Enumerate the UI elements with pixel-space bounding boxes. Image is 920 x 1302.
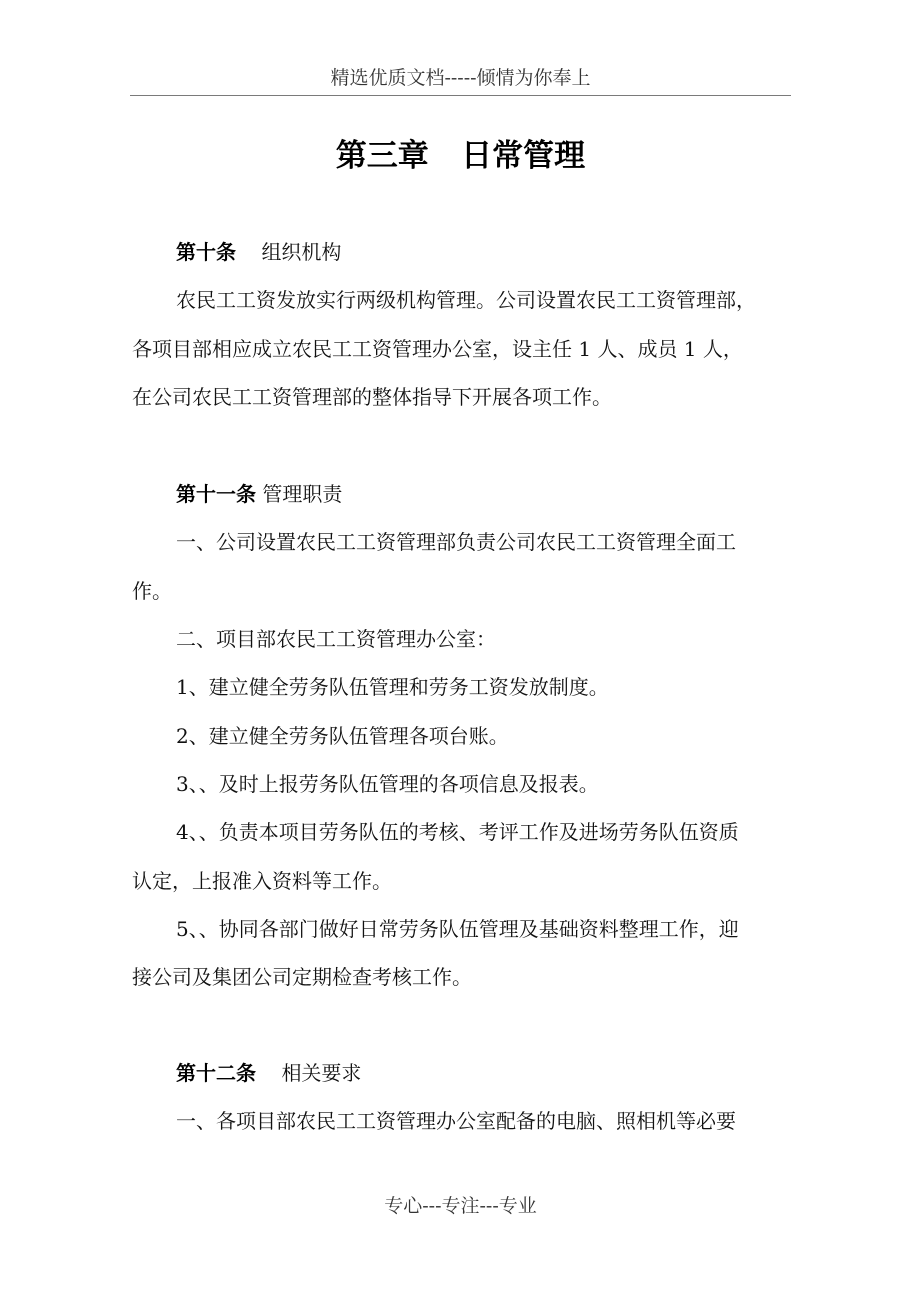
chapter-title: 第三章 日常管理 (335, 138, 586, 174)
article-11-line-2: 作。 (132, 579, 172, 603)
article-11-heading (176, 481, 792, 507)
article-10-number: 第十条 (176, 240, 236, 264)
article-11-number: 第十一条 (176, 482, 256, 506)
article-11-line-1: 一、公司设置农民工工资管理部负责公司农民工工资管理全面工 (176, 530, 736, 554)
article-10-heading (176, 239, 792, 265)
article-10-line-2: 各项目部相应成立农民工工资管理办公室，设主任 1 人、成员 1 人， (132, 337, 743, 361)
article-12-title: 相关要求 (281, 1061, 362, 1085)
article-12-heading (176, 1060, 792, 1086)
article-12-line-1: 一、各项目部农民工工资管理办公室配备的电脑、照相机等必要 (176, 1109, 736, 1133)
article-11-line-7: 4、、负责本项目劳务队伍的考核、考评工作及进场劳务队伍资质 (176, 820, 739, 844)
article-11-line-3: 二、项目部农民工工资管理办公室： (176, 627, 496, 651)
article-11-line-9: 5、、协同各部门做好日常劳务队伍管理及基础资料整理工作，迎 (176, 917, 739, 941)
page-header: 精选优质文档-----倾情为你奉上 (330, 67, 591, 89)
page-footer: 专心---专注---专业 (384, 1195, 537, 1217)
article-10-title: 组织机构 (261, 240, 342, 264)
article-11-title: 管理职责 (262, 482, 343, 506)
article-11-line-8: 认定，上报准入资料等工作。 (132, 869, 392, 893)
article-12-number: 第十二条 (176, 1061, 256, 1085)
article-11-line-10: 接公司及集团公司定期检查考核工作。 (132, 965, 472, 989)
article-11-line-5: 2、建立健全劳务队伍管理各项台账。 (176, 724, 509, 748)
article-11-line-6: 3、、及时上报劳务队伍管理的各项信息及报表。 (176, 772, 599, 796)
article-10-line-3: 在公司农民工工资管理部的整体指导下开展各项工作。 (132, 385, 612, 409)
article-11-line-4: 1、建立健全劳务队伍管理和劳务工资发放制度。 (176, 675, 609, 699)
header-divider (130, 95, 791, 96)
article-10-line-1: 农民工工资发放实行两级机构管理。公司设置农民工工资管理部， (176, 288, 756, 312)
